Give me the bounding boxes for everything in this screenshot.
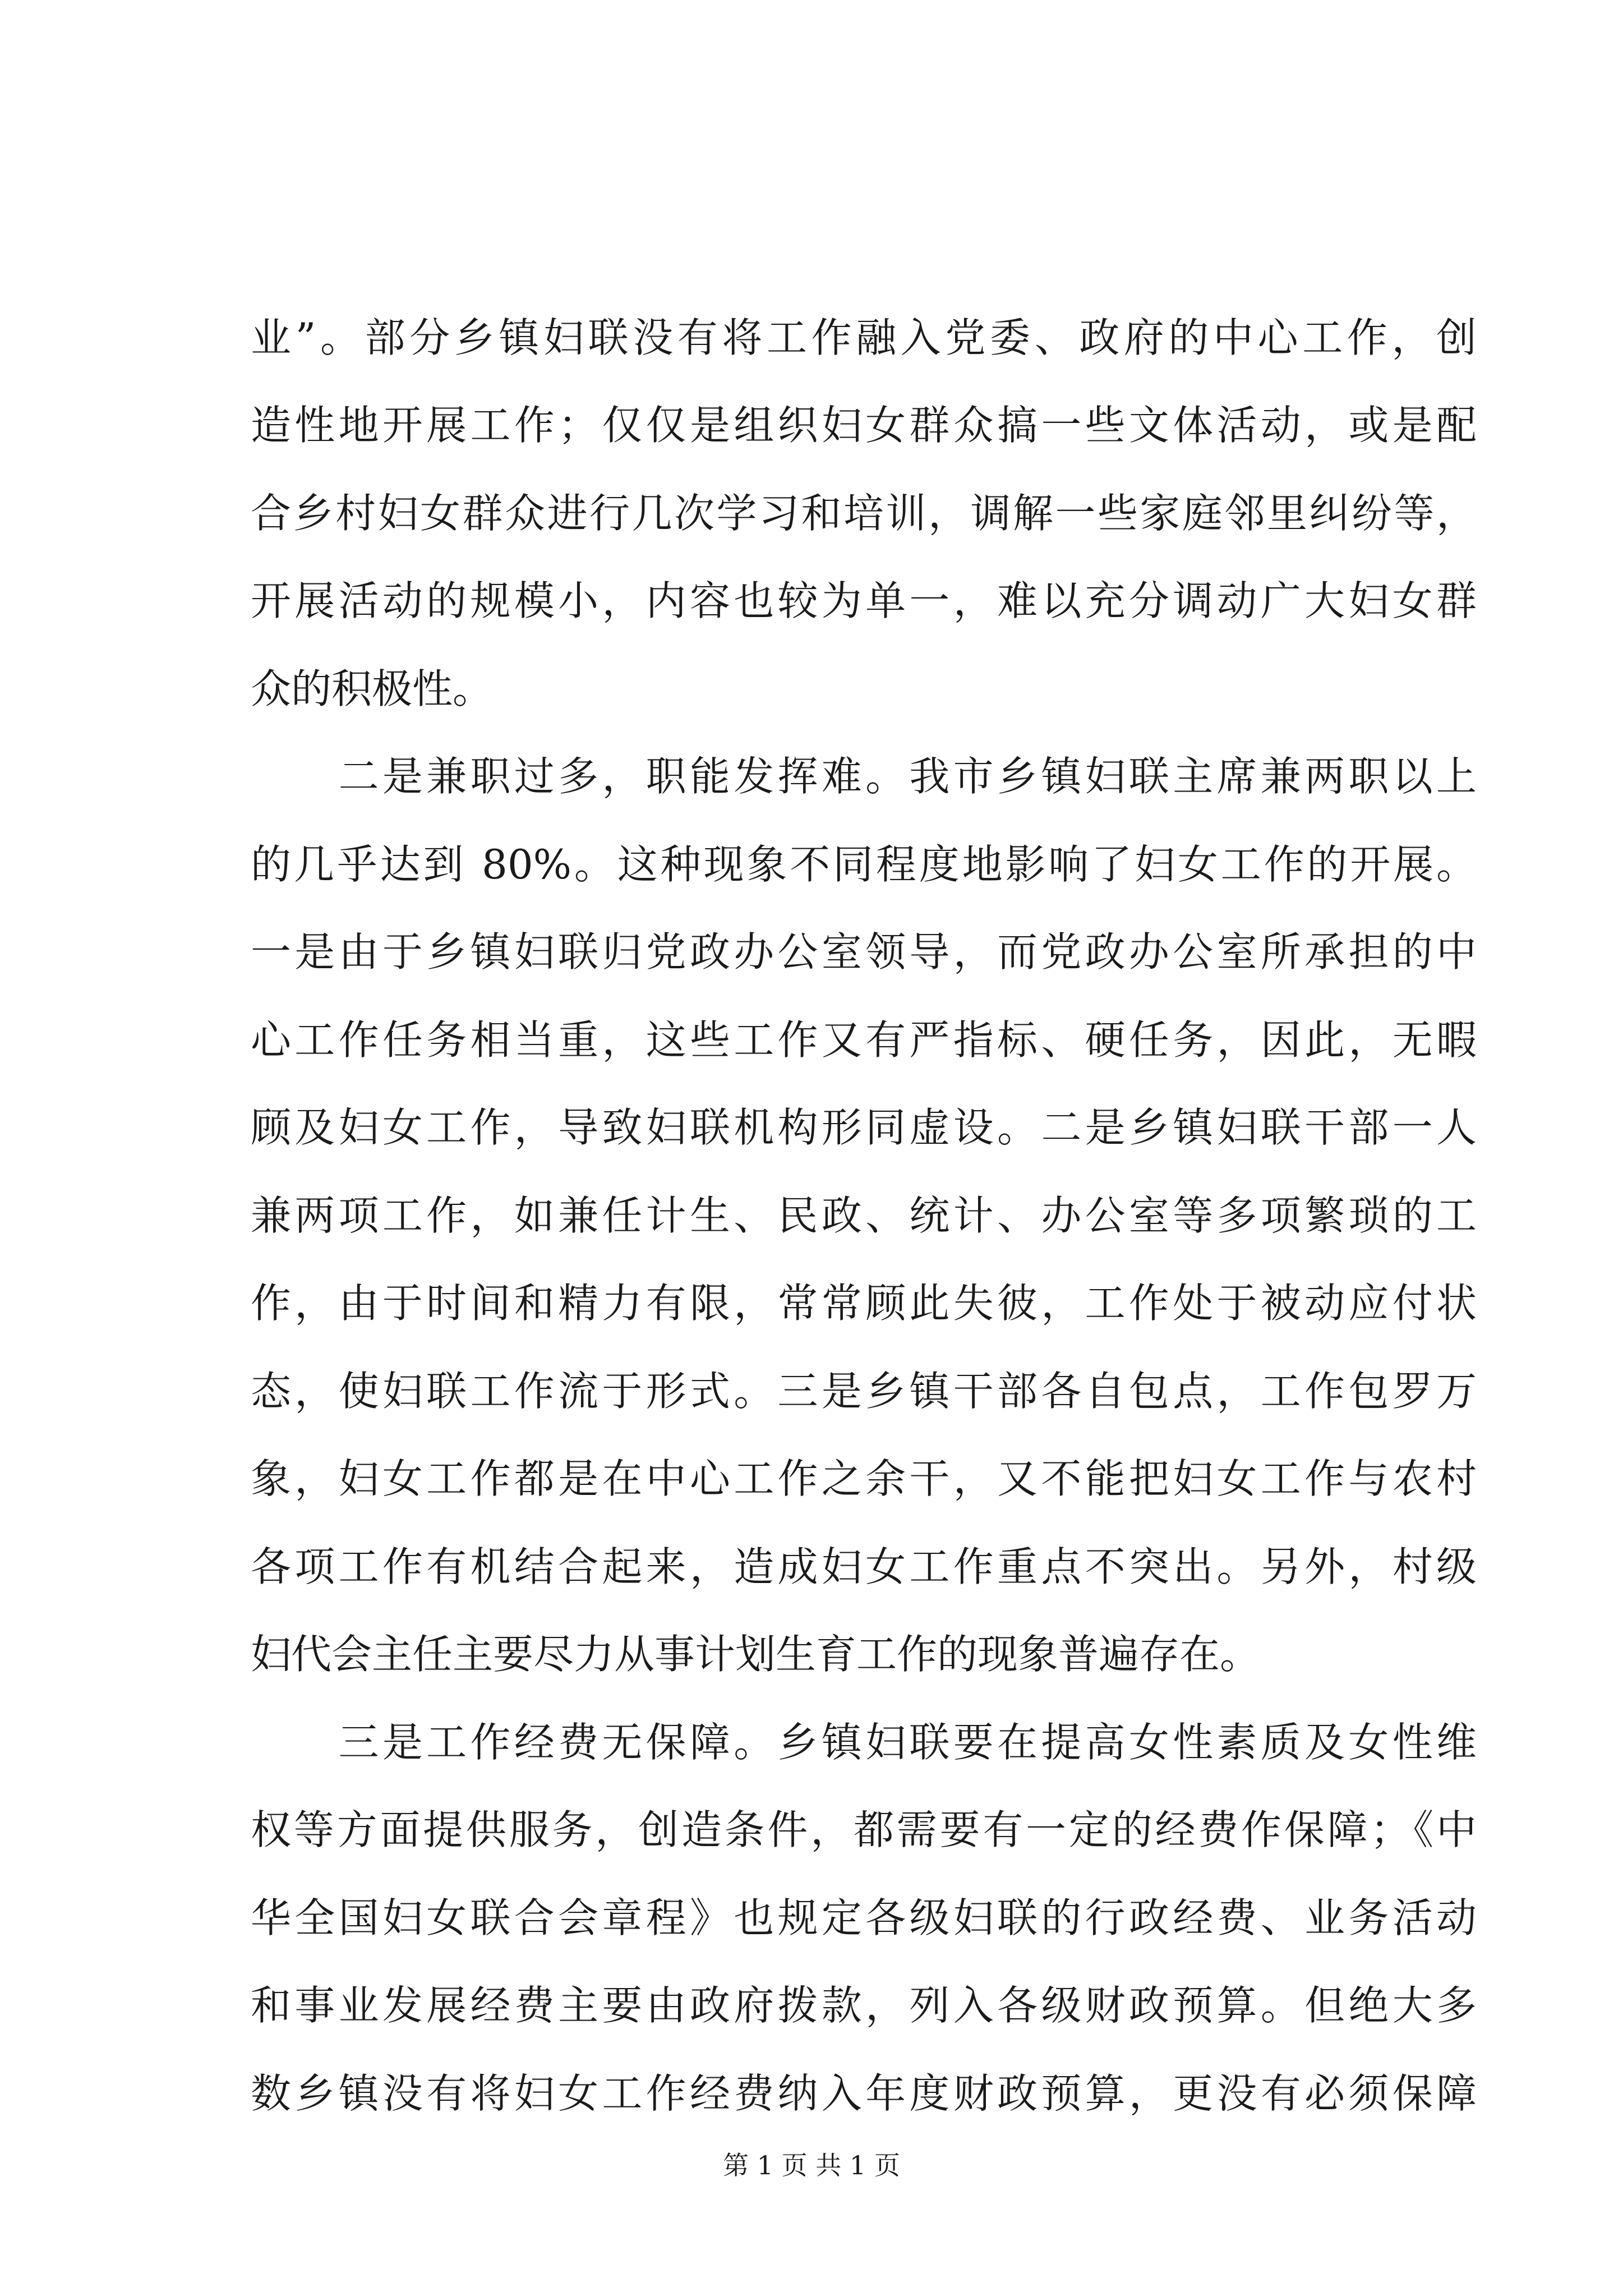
text-line: 数乡镇没有将妇女工作经费纳入年度财政预算，更没有必须保障 <box>251 2070 1477 2117</box>
text-line: 顾及妇女工作，导致妇联机构形同虚设。二是乡镇妇联干部一人 <box>251 1104 1477 1151</box>
text-line: 业”。部分乡镇妇联没有将工作融入党委、政府的中心工作，创 <box>251 314 1477 361</box>
text-line: 象，妇女工作都是在中心工作之余干，又不能把妇女工作与农村 <box>251 1455 1477 1502</box>
text-line: 造性地开展工作；仅仅是组织妇女群众搞一些文体活动，或是配 <box>251 402 1477 449</box>
text-line: 众的积极性。 <box>251 665 494 712</box>
text-line: 三是工作经费无保障。乡镇妇联要在提高女性素质及女性维 <box>251 1719 1477 1766</box>
page-footer: 第 1 页 共 1 页 <box>723 2150 900 2180</box>
text-line: 和事业发展经费主要由政府拨款，列入各级财政预算。但绝大多 <box>251 1982 1477 2029</box>
text-line: 兼两项工作，如兼任计生、民政、统计、办公室等多项繁琐的工 <box>251 1192 1477 1239</box>
text-line: 妇代会主任主要尽力从事计划生育工作的现象普遍存在。 <box>251 1631 1261 1678</box>
text-line: 二是兼职过多，职能发挥难。我市乡镇妇联主席兼两职以上 <box>251 753 1477 800</box>
text-line: 各项工作有机结合起来，造成妇女工作重点不突出。另外，村级 <box>251 1543 1477 1590</box>
text-line: 态，使妇联工作流于形式。三是乡镇干部各自包点，工作包罗万 <box>251 1368 1477 1415</box>
text-line: 权等方面提供服务，创造条件，都需要有一定的经费作保障；《中 <box>251 1806 1477 1853</box>
text-line: 华全国妇女联合会章程》也规定各级妇联的行政经费、业务活动 <box>251 1894 1477 1941</box>
text-line: 作，由于时间和精力有限，常常顾此失彼，工作处于被动应付状 <box>251 1280 1477 1327</box>
text-line: 的几乎达到 80%。这种现象不同程度地影响了妇女工作的开展。 <box>251 841 1477 888</box>
text-line: 合乡村妇女群众进行几次学习和培训，调解一些家庭邻里纠纷等， <box>251 490 1477 537</box>
text-line: 心工作任务相当重，这些工作又有严指标、硬任务，因此，无暇 <box>251 1016 1477 1064</box>
text-line: 开展活动的规模小，内容也较为单一，难以充分调动广大妇女群 <box>251 577 1477 624</box>
text-line: 一是由于乡镇妇联归党政办公室领导，而党政办公室所承担的中 <box>251 928 1477 976</box>
